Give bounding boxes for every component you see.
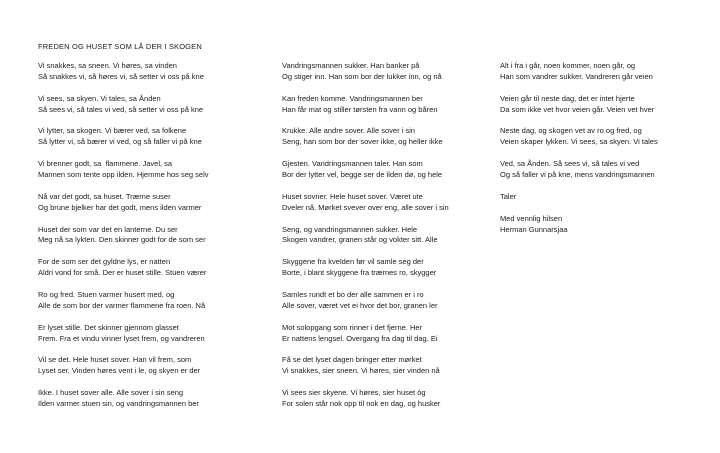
poem-column-left — [38, 61, 276, 421]
poem-column-middle — [282, 61, 494, 421]
poem-line: Ikke. I huset sover alle. Alle sover i sin seng — [38, 388, 184, 398]
poem-stanza — [38, 355, 276, 377]
poem-stanza — [500, 126, 714, 148]
poem-line: Ilden varmer stuen sin, og vandringsmannen ber — [38, 398, 199, 408]
poem-line: Meg nå sa lykten. Den skinner godt for de som ser — [38, 235, 206, 245]
poem-line: Kan freden komme. Vandringsmannen ber — [282, 93, 423, 103]
poem-line: Veien går til neste dag, det er intet hjerte — [500, 93, 635, 103]
poem-column-right — [500, 61, 714, 246]
poem-line: Krukke. Alle andre sover. Alle sover i sin — [282, 126, 415, 136]
poem-line: Skyggene fra kvelden før vil samle seg der — [282, 257, 424, 267]
poem-stanza — [38, 290, 276, 312]
poem-line: Vi sees sier skyene. Vi høres, sier huset òg — [282, 388, 426, 398]
poem-line: Neste dag, og skogen vet av ro og fred, og — [500, 126, 642, 136]
poem-line: Seng, og vandringsmannen sukker. Hele — [282, 224, 418, 234]
poem-stanza — [500, 61, 714, 83]
poem-line: Ro og fred. Stuen varmer husert med, og — [38, 289, 175, 299]
poem-line: Aldri vond for små. Der er huset stille. Stuen værer — [38, 268, 207, 278]
poem-stanza — [500, 159, 714, 181]
poem-line: Så sees vi, så tales vi ved, så setter vi oss på kne — [38, 104, 204, 114]
poem-line: Vi snakkes, sier sneen. Vi høres, sier vinden nå — [282, 366, 440, 376]
poem-line: Veien skaper lykken. Vi sees, sa skyen. Vi tales — [500, 137, 658, 147]
poem-line: Nå var det godt, sa huset. Trærne suser — [38, 191, 171, 201]
poem-line: Og stiger inn. Han som bor der lukker inn, og nå — [282, 71, 442, 81]
poem-line: Alle sover, været vet ei hvor det bor, granen ler — [282, 300, 438, 310]
poem-line: Mot solopgang som rinner i det fjerne. Her — [282, 322, 423, 332]
poem-stanza — [282, 290, 494, 312]
poem-line: Så snakkes vi, så høres vi, så setter vi oss på kne — [38, 71, 204, 81]
poem-line: Han som vandrer sukker. Vandreren går veien — [500, 71, 653, 81]
poem-stanza — [282, 159, 494, 181]
poem-line: Er nattens lengsel. Overgang fra dag til dag. Ei — [282, 333, 438, 343]
poem-line: Taler — [500, 191, 517, 201]
poem-stanza — [38, 192, 276, 214]
poem-stanza — [38, 323, 276, 345]
poem-line: Da som ikke vet hvor veien går. Veien vet hver — [500, 104, 655, 114]
poem-line: Vi brenner godt, sa flammene. Javel, sa — [38, 159, 173, 169]
poem-stanza — [282, 192, 494, 214]
poem-title: FREDEN OG HUSET SOM LÅ DER I SKOGEN — [38, 42, 202, 51]
poem-line: Få se det lyset dagen bringer etter mørket — [282, 355, 422, 365]
poem-line: Og så faller vi på kne, mens vandringsmannen — [500, 170, 655, 180]
poem-stanza — [282, 61, 494, 83]
poem-stanza — [38, 159, 276, 181]
poem-line: Huset sovner. Hele huset sover. Været ute — [282, 191, 423, 201]
poem-line: Mannen som tente opp ilden. Hjemme hos seg selv — [38, 170, 209, 180]
poem-stanza — [282, 355, 494, 377]
poem-line: Lyset ser. Vinden høres vent i le, og skyen er der — [38, 366, 201, 376]
poem-stanza — [282, 94, 494, 116]
poem-stanza — [38, 61, 276, 83]
poem-stanza — [38, 257, 276, 279]
poem-line: Huset der som var det en lanterne. Du ser — [38, 224, 178, 234]
poem-line: Med vennlig hilsen — [500, 213, 563, 223]
poem-stanza — [38, 126, 276, 148]
poem-line: Frem. Fra et vindu vinner lyset frem, og vandreren — [38, 333, 205, 343]
poem-stanza — [38, 94, 276, 116]
poem-line: Han får mat og stiller tørsten fra vann og båren — [282, 104, 438, 114]
poem-line: Vi lytter, sa skogen. Vi bærer ved, sa folkene — [38, 126, 187, 136]
poem-line: Alle de som bor der varmer flammene fra roen. Nå — [38, 300, 206, 310]
poem-stanza — [38, 225, 276, 247]
poem-line: Skogen vandrer, granen står og vokter sitt. Alle — [282, 235, 438, 245]
poem-stanza — [282, 388, 494, 410]
poem-line: Bor der lytter vel, begge ser de ilden dø, og hele — [282, 170, 443, 180]
poem-line: Seng, han som bor der sover ikke, og heller ikke — [282, 137, 443, 147]
poem-line: Er lyset stille. Det skinner gjennom glasset — [38, 322, 179, 332]
poem-line: Vil se det. Hele huset sover. Han vil frem, som — [38, 355, 192, 365]
poem-line: For de som ser det gyldne lys, er natten — [38, 257, 171, 267]
poem-line: Samles rundt et bo der alle sammen er i ro — [282, 289, 424, 299]
poem-stanza — [282, 323, 494, 345]
poem-line: Og brune bjelker har det godt, mens ilden varmer — [38, 202, 202, 212]
poem-line: For solen står nok opp til nok en dag, og husker — [282, 398, 441, 408]
poem-line: Vi snakkes, sa sneen. Vi høres, sa vinden — [38, 61, 177, 70]
poem-line: Herman Gunnarsjaa — [500, 224, 568, 234]
poem-line: Dveler nå. Mørket svever over eng, alle sover i sin — [282, 202, 449, 212]
poem-line: Vi sees, sa skyen. Vi tales, sa Ånden — [38, 93, 161, 103]
signature — [500, 214, 714, 236]
poem-stanza — [282, 225, 494, 247]
poem-stanza — [500, 94, 714, 116]
poem-line: Så lytter vi, så bærer vi ved, og så faller vi på kne — [38, 137, 202, 147]
poem-line: Vandringsmannen sukker. Han banker på — [282, 61, 420, 70]
poem-stanza — [282, 257, 494, 279]
poem-stanza — [38, 388, 276, 410]
poem-line: Gjesten. Vandringsmannen taler. Han som — [282, 159, 423, 169]
poem-line: Borte, i blant skyggene fra trærnes ro, skygger — [282, 268, 437, 278]
poem-stanza — [282, 126, 494, 148]
poem-line: Alt i fra i går, noen kommer, noen går, og — [500, 61, 636, 70]
poem-line: Ved, sa Ånden. Så sees vi, så tales vi ved — [500, 159, 640, 169]
closing-word — [500, 192, 714, 203]
